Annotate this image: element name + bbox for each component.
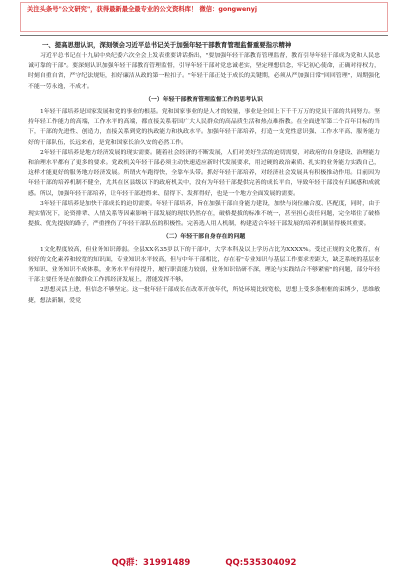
paragraph-3: 3年轻干部培养是加快干部成长的迫切需要。年轻干部培养，旨在加强干部自身能力建设，加快与岗位融合度、匹配度，同时，由于现实情况下，论资排辈、人情关系等因素影响干部发展的现状仍然存在，破格提拔的标准不统一，甚至担心责任问题，完全堵住了破格提拔、优先提拔的路子，严重挫伤了年轻干部队伍的积极性。完善选人用人机制，构建适合年轻干部发展的培养机制显得极其重要。 <box>28 200 380 228</box>
subsection-heading-2: （二）年轻干部自身存在的问题 <box>162 233 246 241</box>
document-body <box>28 40 380 306</box>
paragraph-intro: 习近平总书记在十九届中央纪委六次全会上发表重要讲话指出，"要加强年轻干部教育管理监督，教育引导年轻干部成为党和人民忠诚可靠的干部"。要深刻认识加强年轻干部教育管理监督，引导年轻干部对党忠诚老实，坚定理想信念，牢记初心使命，正确对待权力，时刻自重自省，严守纪法规矩，扣好廉洁从政的第一粒扣子。"年轻干部正处于成长的关键期，必须从严加强日常"回回管理"，周期强化不能一劳永逸，不成才。 <box>28 53 380 90</box>
qq-text: QQ:535304092 <box>225 558 297 568</box>
paragraph-1: 1年轻干部培养是国家发展和党的事业的根基。党和国家事业的是人才的较量，事业是全国上下千千万万的党员干部的共同努力。坚持年轻工作能力的高端，工作水平的高端，都直接关系着国广大人民群众的高品质生活和热点难指教。在全面进军第二个百年目标的当下，干部的先进性、创造力，直接关系到党的执政能力和执政水平。加强年轻干部培养，打造一支党性意识强、工作水平高、服务能力好的干部队伍，长远来看，是党和国家长治久安的必然工作。 <box>28 109 380 146</box>
qq-group-text: QQ群：31991489 <box>111 558 191 568</box>
banner-line: 关注头条号"公文研究"，获得最新最全最专业的公文资料库！ 微信：gongwenyj <box>27 6 258 13</box>
section-title: 一、提高思想认识，深刻领会习近平总书记关于加强年轻干部教育管理监督重要指示精神 <box>42 41 292 49</box>
paragraph-5: 2思想灵活上进，但信念不够坚定。这一批年轻干部成长在改革开放年代，所处环境比较宽松，思想上受多条框框的束缚少，思维敏捷，想法新颖，爱党 <box>28 287 380 304</box>
subsection-heading-1: （一）年轻干部教育管理监督工作的思考认识 <box>145 95 263 103</box>
footer-contact <box>0 556 408 568</box>
paragraph-4: 1文化程度较高，但业务知识薄弱。全县XX名35岁以下的干部中，大学本科及以上学历占比为XXXX%。受过正规的文化教育，有较好的文化素养和较宽的知识面，专业知识水平较高，但与中年干部相比，存在着"专业知识与基层工作要求差距大，缺乏系统的基层业务知识、业务知识不成体系，业务水平有待提升，履行职责能力较弱，业务知识钻研不深，理论与实践结合不够紧密"的问题，部分年轻干部主要任务是在做群众工作抓经济发展上，潜能发挥不够。 <box>28 246 380 284</box>
header-divider <box>20 35 388 36</box>
paragraph-2: 2年轻干部培养是地方经济发展的现实需要。随着社会经济的不断发展，人们对美好生活的迫切需要，对政府的自身建设、治理能力和治理水平都有了更多的要求。党政机关年轻干部必须主动快速适应新时代发展要求，用过硬的政治素质、扎实的业务能力实践自己，这样才能更好的服务地方经济发展。所谓火车跑得快，全靠车头带。抓好年轻干部培养，对经济社会发展具有积极推动作用。目前因为年轻干部的培养机制不健全，尤其在区县级以下的政府机关中，没有为年轻干部提供完善的成长平台，导致年轻干部没有归属感和成就感。所以，加强年轻干部培养，让年轻干部进得来、留得下、发挥得好，也是一个地方全面发展的需要。 <box>28 149 380 197</box>
header-banner <box>20 2 388 32</box>
